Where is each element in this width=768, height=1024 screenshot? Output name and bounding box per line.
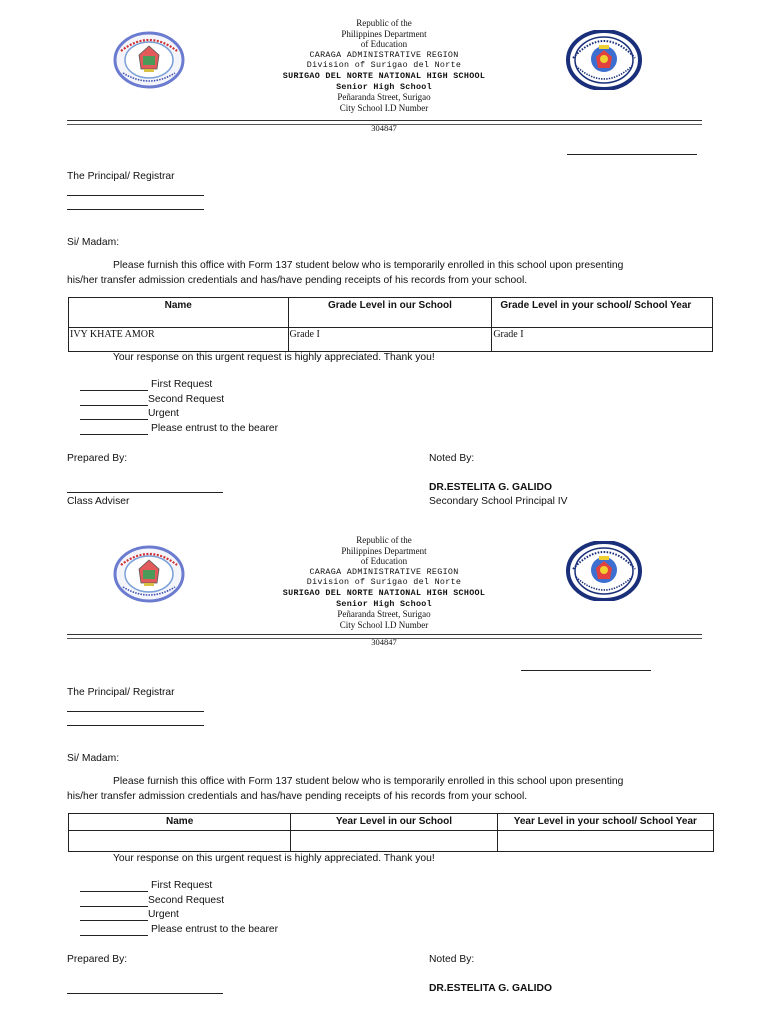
letterhead-city-id: City School I.D Number — [339, 619, 429, 630]
request-option: First Request — [151, 880, 213, 891]
date-blank-line — [521, 670, 651, 671]
date-blank-line — [567, 154, 697, 155]
noted-by-label: Noted By: — [429, 954, 475, 965]
recipient-label: The Principal/ Registrar — [67, 687, 175, 698]
letterhead-address: Peñaranda Street, Surigao — [337, 92, 431, 103]
letterhead — [0, 18, 768, 113]
body-text-line2: his/her transfer admission credentials and has/have pending receipts of his records from your school. — [67, 275, 528, 286]
letterhead-region: CARAGA ADMINISTRATIVE REGION — [309, 566, 459, 577]
grade-our-school-cell: Grade I — [288, 328, 492, 352]
checkbox-line — [80, 419, 148, 420]
table-header: Grade Level in our School — [288, 298, 492, 328]
greeting: Si/ Madam: — [67, 237, 120, 248]
grade-your-school-cell — [497, 831, 713, 852]
request-option: Urgent — [148, 408, 179, 419]
letterhead-level: Senior High School — [336, 598, 432, 609]
adviser-signature-line — [67, 993, 223, 994]
request-option: First Request — [151, 379, 213, 390]
recipient-blank-line — [67, 711, 204, 712]
greeting: Si/ Madam: — [67, 753, 120, 764]
student-records-table — [68, 813, 714, 852]
letterhead-line3: of Education — [360, 556, 408, 567]
recipient-blank-line — [67, 209, 204, 210]
school-id-number: 304847 — [371, 637, 397, 647]
body-text-line2: his/her transfer admission credentials and has/have pending receipts of his records from your school. — [67, 791, 528, 802]
letterhead-city-id: City School I.D Number — [339, 102, 429, 113]
checkbox-line — [80, 935, 148, 936]
table-header: Year Level in our School — [291, 814, 497, 831]
letterhead-region: CARAGA ADMINISTRATIVE REGION — [309, 49, 459, 60]
closing-text: Your response on this urgent request is highly appreciated. Thank you! — [113, 853, 435, 864]
closing-text: Your response on this urgent request is highly appreciated. Thank you! — [113, 352, 435, 363]
noted-by-label: Noted By: — [429, 453, 475, 464]
letterhead-division: Division of Surigao del Norte — [306, 577, 462, 588]
header-rule — [67, 120, 702, 121]
adviser-label: Class Adviser — [67, 496, 130, 507]
table-row — [69, 328, 713, 352]
signatory-name: DR.ESTELITA G. GALIDO — [429, 983, 552, 994]
table-row — [69, 831, 714, 852]
adviser-signature-line — [67, 492, 223, 493]
prepared-by-label: Prepared By: — [67, 954, 128, 965]
body-text-line1: Please furnish this office with Form 137 student below who is temporarily enrolled in this school upon presenting — [113, 260, 624, 271]
checkbox-line — [80, 405, 148, 406]
checkbox-line — [80, 906, 148, 907]
grade-our-school-cell — [291, 831, 497, 852]
school-id-number: 304847 — [371, 123, 397, 133]
recipient-label: The Principal/ Registrar — [67, 171, 175, 182]
letterhead-line2: Philippines Department — [341, 28, 427, 39]
grade-your-school-cell: Grade I — [492, 328, 713, 352]
request-option: Please entrust to the bearer — [151, 423, 279, 434]
body-text-line1: Please furnish this office with Form 137 student below who is temporarily enrolled in this school upon presenting — [113, 776, 624, 787]
prepared-by-label: Prepared By: — [67, 453, 128, 464]
request-option: Second Request — [148, 895, 225, 906]
letterhead-line1: Republic of the — [356, 18, 412, 28]
signatory-title: Secondary School Principal IV — [429, 496, 568, 507]
letterhead-line3: of Education — [360, 39, 408, 50]
checkbox-line — [80, 390, 148, 391]
letterhead-line2: Philippines Department — [341, 545, 427, 556]
letterhead-division: Division of Surigao del Norte — [306, 60, 462, 71]
student-name-cell — [69, 831, 291, 852]
table-header: Name — [69, 814, 291, 831]
letterhead-level: Senior High School — [336, 81, 432, 92]
request-option: Please entrust to the bearer — [151, 924, 279, 935]
letterhead-school: SURIGAO DEL NORTE NATIONAL HIGH SCHOOL — [282, 587, 486, 598]
table-header: Name — [69, 298, 289, 328]
student-records-table — [68, 297, 713, 352]
request-option: Urgent — [148, 909, 179, 920]
recipient-blank-line — [67, 195, 204, 196]
checkbox-line — [80, 434, 148, 435]
checkbox-line — [80, 920, 148, 921]
recipient-blank-line — [67, 725, 204, 726]
letterhead-address: Peñaranda Street, Surigao — [337, 609, 431, 620]
table-header: Year Level in your school/ School Year — [497, 814, 713, 831]
header-rule — [67, 634, 702, 635]
checkbox-line — [80, 891, 148, 892]
letterhead-school: SURIGAO DEL NORTE NATIONAL HIGH SCHOOL — [282, 70, 486, 81]
letterhead — [0, 535, 768, 630]
letterhead-line1: Republic of the — [356, 535, 412, 545]
table-header: Grade Level in your school/ School Year — [492, 298, 713, 328]
signatory-name: DR.ESTELITA G. GALIDO — [429, 482, 552, 493]
student-name-cell: IVY KHATE AMOR — [69, 328, 289, 352]
request-option: Second Request — [148, 394, 225, 405]
